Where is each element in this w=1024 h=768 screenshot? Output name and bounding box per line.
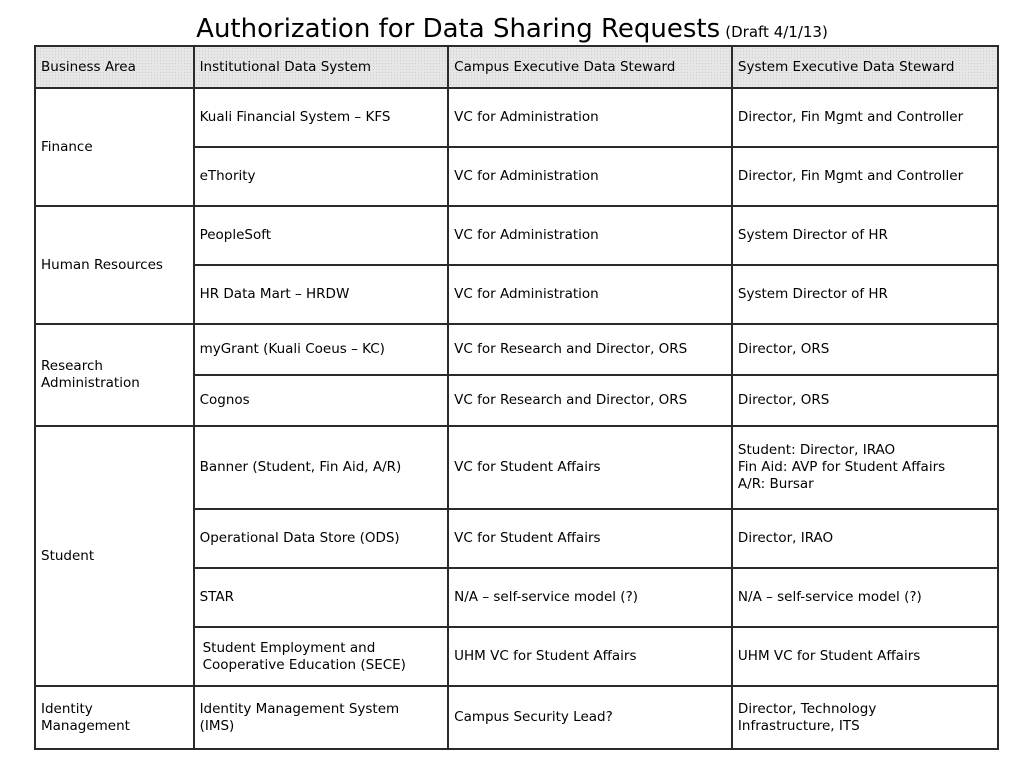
table-row [35,88,998,147]
table-header-row [35,46,998,88]
system-cell [194,627,449,686]
title-main: Authorization for Data Sharing Requests [196,14,721,44]
campus-steward-cell: VC for Administration [448,88,732,147]
system-cell: Kuali Financial System – KFS [194,88,449,147]
campus-steward-cell: VC for Research and Director, ORS [448,375,732,426]
system-steward-cell [732,686,998,749]
system-steward-cell: Director, ORS [732,375,998,426]
system-steward-cell: System Director of HR [732,265,998,324]
campus-steward-cell: VC for Student Affairs [448,509,732,568]
system-steward-cell: Director, IRAO [732,509,998,568]
steward-line: Fin Aid: AVP for Student Affairs [737,459,946,475]
system-steward-cell: N/A – self-service model (?) [732,568,998,627]
header-campus-executive-data-steward: Campus Executive Data Steward [448,46,732,88]
system-cell: HR Data Mart – HRDW [194,265,449,324]
system-steward-cell: Director, Fin Mgmt and Controller [732,88,998,147]
campus-steward-cell: N/A – self-service model (?) [448,568,732,627]
system-cell: PeopleSoft [194,206,449,265]
header-institutional-data-system: Institutional Data System [194,46,449,88]
business-area-cell [35,324,194,426]
data-sharing-table [34,45,999,750]
system-cell: myGrant (Kuali Coeus – KC) [194,324,449,375]
steward-line: A/R: Bursar [737,476,814,492]
campus-steward-cell: Campus Security Lead? [448,686,732,749]
title-draft-note: (Draft 4/1/13) [725,23,828,41]
header-business-area: Business Area [35,46,194,88]
campus-steward-cell: VC for Research and Director, ORS [448,324,732,375]
system-cell: Banner (Student, Fin Aid, A/R) [194,426,449,509]
system-steward-cell: UHM VC for Student Affairs [732,627,998,686]
steward-line: Student: Director, IRAO [737,442,896,458]
business-area-cell: Finance [35,88,194,206]
table-row [35,686,998,749]
header-system-executive-data-steward: System Executive Data Steward [732,46,998,88]
system-line: Identity Management System [199,700,400,717]
system-steward-cell [732,426,998,509]
table-row [35,324,998,375]
table-row [35,426,998,509]
campus-steward-cell: VC for Administration [448,265,732,324]
system-steward-cell: System Director of HR [732,206,998,265]
system-line: Student Employment and [202,639,376,656]
steward-line: Director, Technology [737,700,877,717]
page-title [0,14,1024,44]
system-cell: eThority [194,147,449,206]
business-area-cell [35,686,194,749]
system-cell [194,686,449,749]
campus-steward-cell: VC for Student Affairs [448,426,732,509]
business-area-line: Administration [41,375,140,391]
steward-line: Infrastructure, ITS [737,717,860,734]
campus-steward-cell: VC for Administration [448,206,732,265]
system-cell: Cognos [194,375,449,426]
business-area-cell: Student [35,426,194,686]
system-cell: Operational Data Store (ODS) [194,509,449,568]
campus-steward-cell: UHM VC for Student Affairs [448,627,732,686]
system-steward-cell: Director, Fin Mgmt and Controller [732,147,998,206]
business-area-line: Management [41,717,130,734]
business-area-line: Research [41,358,103,374]
system-cell: STAR [194,568,449,627]
system-line: Cooperative Education (SECE) [202,656,406,673]
business-area-line: Identity [41,700,93,717]
system-steward-cell: Director, ORS [732,324,998,375]
business-area-cell: Human Resources [35,206,194,324]
system-line: (IMS) [199,717,235,734]
table-row [35,206,998,265]
campus-steward-cell: VC for Administration [448,147,732,206]
